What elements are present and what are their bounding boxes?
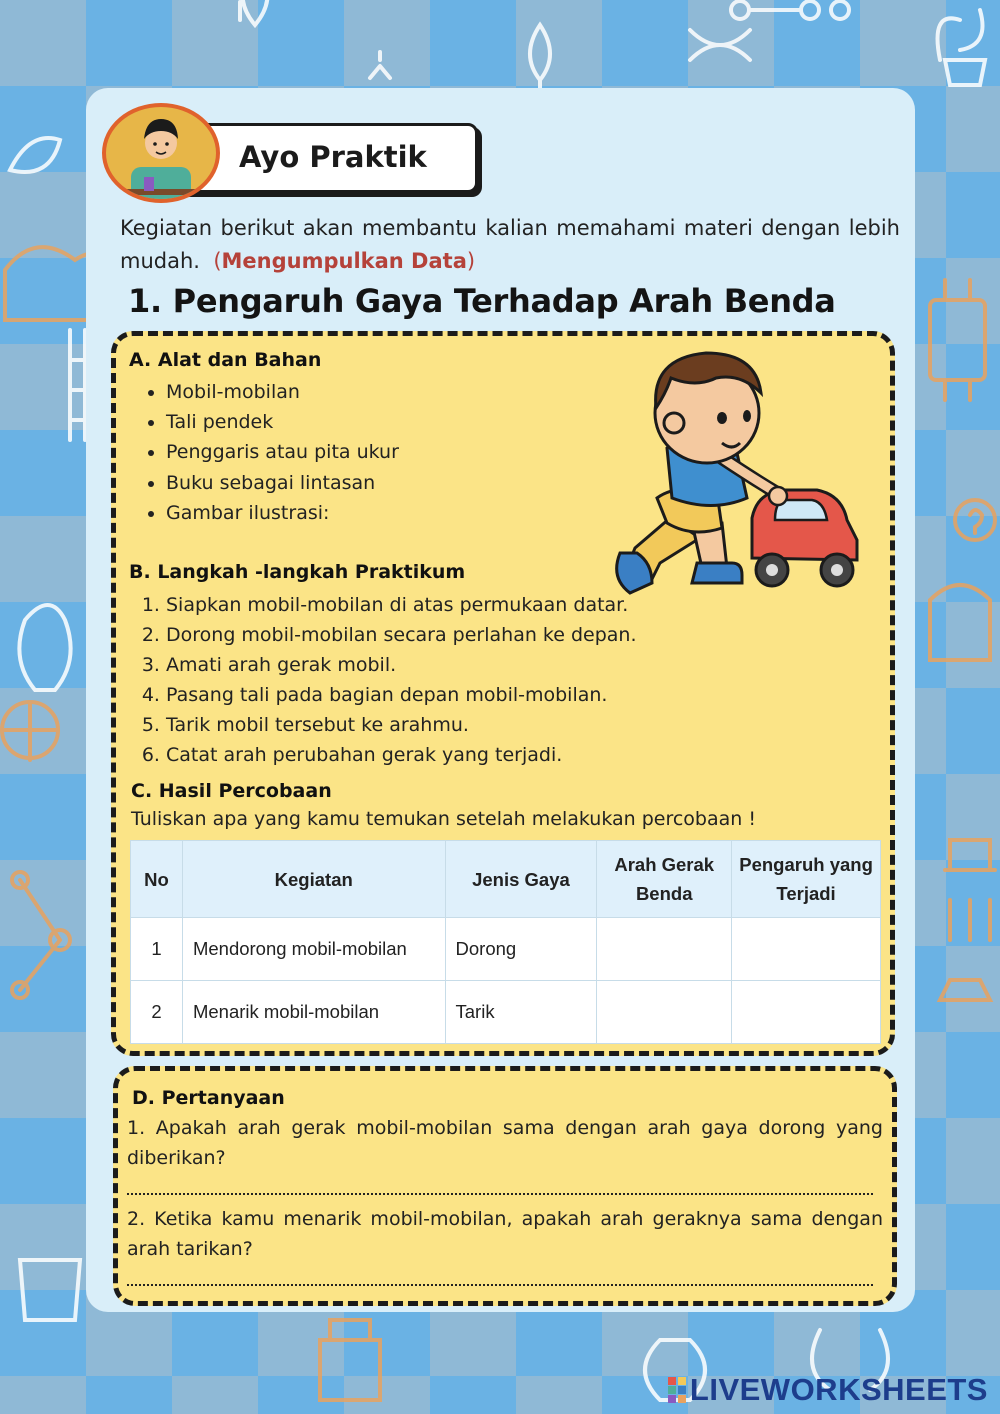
answer-line-2[interactable] (127, 1284, 873, 1286)
intro-tag: Mengumpulkan Data (221, 249, 467, 273)
main-title: 1. Pengaruh Gaya Terhadap Arah Benda (128, 282, 836, 320)
cell-force-type: Tarik (445, 981, 597, 1044)
question-2: 2. Ketika kamu menarik mobil-mobilan, apakah arah geraknya sama dengan arah tarikan? (127, 1208, 883, 1260)
cell-force-type: Dorong (445, 918, 597, 981)
section-c-instruction: Tuliskan apa yang kamu temukan setelah melakukan percobaan ! (131, 808, 756, 830)
cell-effect-answer[interactable] (732, 918, 881, 981)
result-table (130, 840, 881, 1044)
section-a-heading: A. Alat dan Bahan (129, 349, 322, 371)
steps-list (146, 590, 637, 770)
section-b-heading: B. Langkah -langkah Praktikum (129, 561, 466, 583)
list-item: • Buku sebagai lintasan (166, 468, 399, 498)
list-item: • Mobil-mobilan (166, 377, 399, 407)
answer-line-1[interactable] (127, 1193, 873, 1195)
column-header: Pengaruh yang Terjadi (732, 841, 881, 918)
tools-list (146, 377, 399, 528)
cell-no: 1 (131, 918, 183, 981)
column-header: Jenis Gaya (445, 841, 597, 918)
table-row (131, 918, 881, 981)
teacher-avatar (102, 103, 220, 203)
cell-direction-answer[interactable] (597, 981, 732, 1044)
boy-pushing-car-illustration (612, 348, 868, 600)
cell-direction-answer[interactable] (597, 918, 732, 981)
list-item: 3. Amati arah gerak mobil. (166, 650, 637, 680)
list-item: 6. Catat arah perubahan gerak yang terjadi. (166, 740, 637, 770)
list-item: 2. Dorong mobil-mobilan secara perlahan ke depan. (166, 620, 637, 650)
intro-paragraph: Kegiatan berikut akan membantu kalian memahami materi dengan lebih mudah. (Mengumpulkan Data) (120, 216, 900, 273)
column-header: Kegiatan (182, 841, 445, 918)
section-c-heading: C. Hasil Percobaan (131, 780, 332, 802)
liveworksheets-logo: LIVEWORKSHEETS (668, 1372, 988, 1408)
list-item: • Penggaris atau pita ukur (166, 437, 399, 467)
liveworksheets-mark-icon (668, 1377, 686, 1403)
list-item: • Gambar ilustrasi: (166, 498, 399, 528)
list-item: 5. Tarik mobil tersebut ke arahmu. (166, 710, 637, 740)
cell-activity: Mendorong mobil-mobilan (182, 918, 445, 981)
badge-title-text: Ayo Praktik (239, 140, 427, 174)
list-item: 1. Siapkan mobil-mobilan di atas permukaan datar. (166, 590, 637, 620)
question-1: 1. Apakah arah gerak mobil-mobilan sama dengan arah gaya dorong yang diberikan? (127, 1117, 883, 1169)
list-item: • Tali pendek (166, 407, 399, 437)
cell-activity: Menarik mobil-mobilan (182, 981, 445, 1044)
table-header-row (131, 841, 881, 918)
section-d-heading: D. Pertanyaan (132, 1087, 285, 1109)
cell-no: 2 (131, 981, 183, 1044)
cell-effect-answer[interactable] (732, 981, 881, 1044)
column-header: Arah Gerak Benda (597, 841, 732, 918)
column-header: No (131, 841, 183, 918)
table-row (131, 981, 881, 1044)
list-item: 4. Pasang tali pada bagian depan mobil-mobilan. (166, 680, 637, 710)
